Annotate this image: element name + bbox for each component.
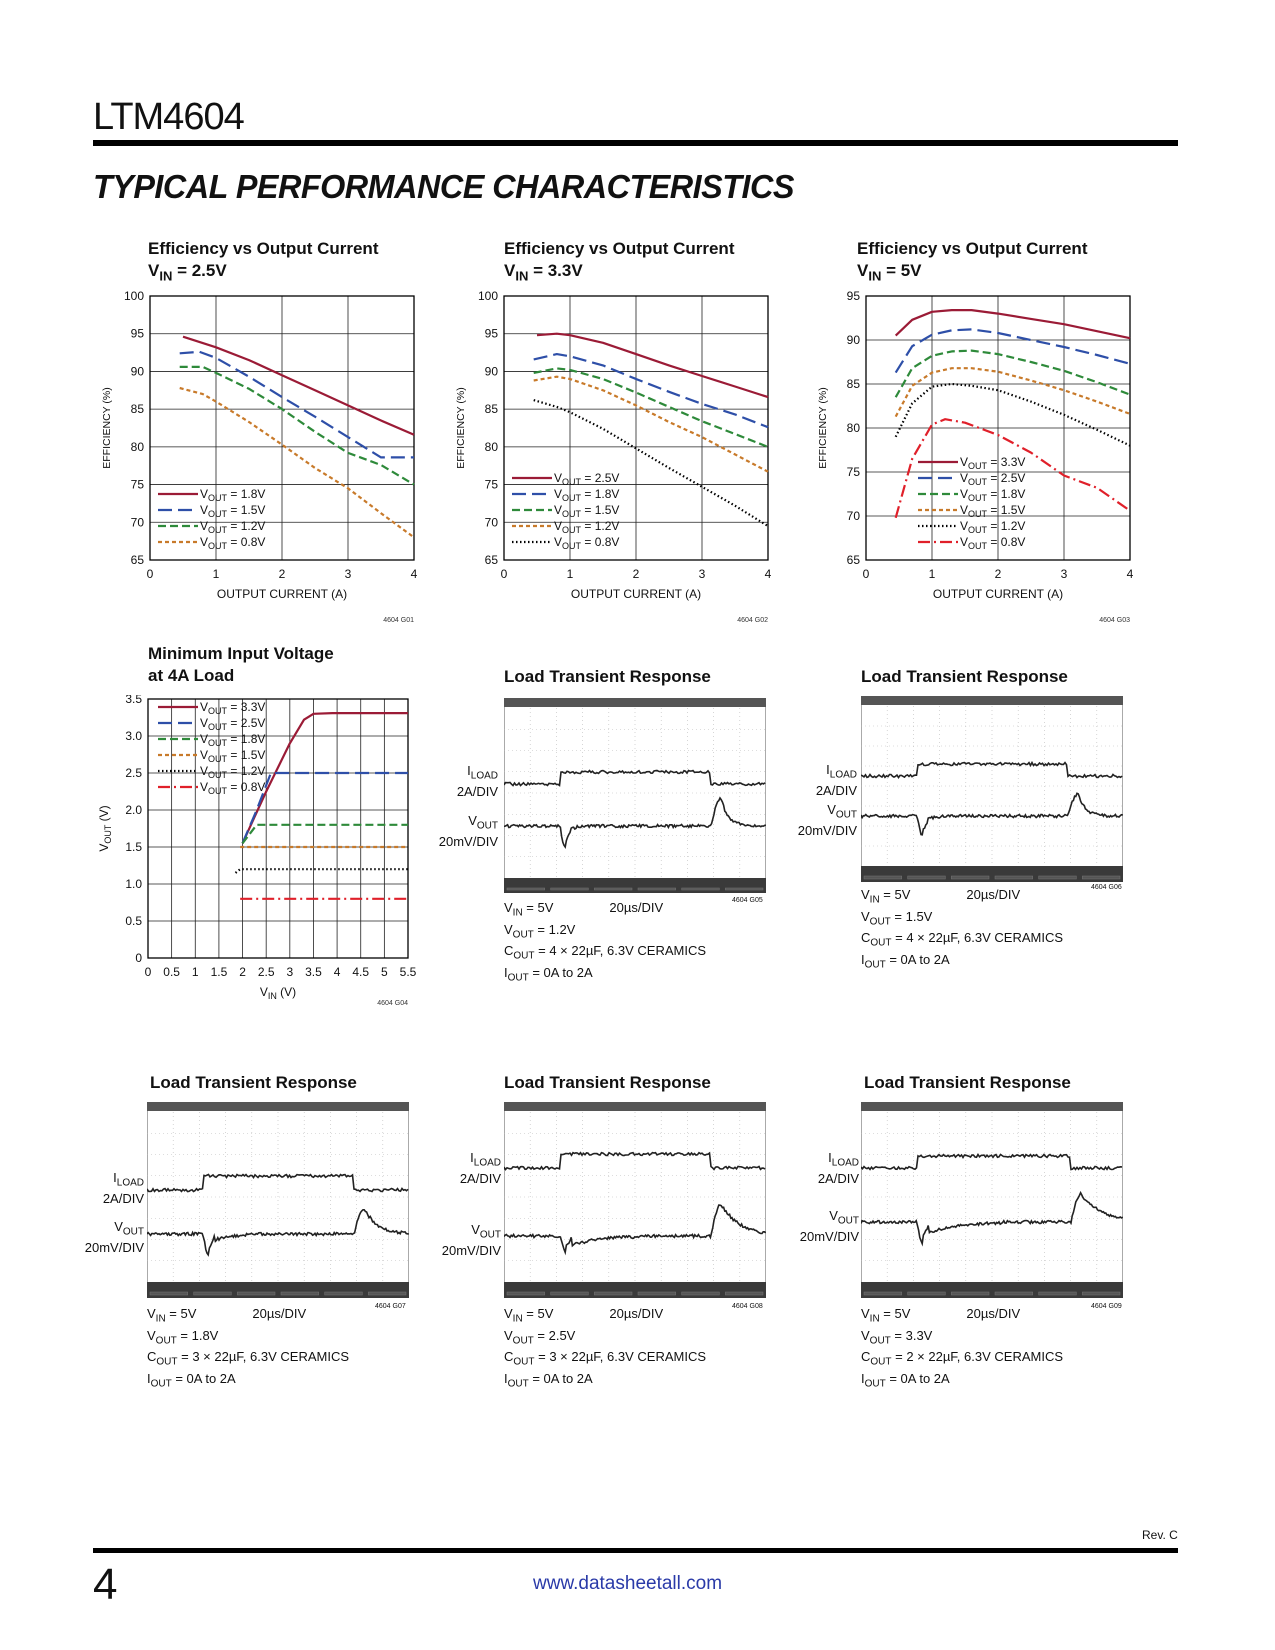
vout-label-g06: $V_{OUT}$ 20mV/DIV — [797, 802, 857, 838]
caption-line: $C_{OUT} = 2 \times 22\mu F$, 6.3V CERAMICS — [861, 1349, 1064, 1368]
legend-label: $V_{OUT} = 1.2V$ — [554, 519, 620, 535]
revision: Rev. C — [1142, 1528, 1178, 1542]
scope-top-bar — [504, 698, 766, 707]
caption-line: $V_{OUT} = 1.5V$ — [861, 908, 933, 928]
y-tick-label: 0.5 — [125, 914, 142, 928]
y-tick-label: 0 — [135, 951, 142, 965]
y-tick-label: 65 — [130, 553, 144, 567]
section-title: TYPICAL PERFORMANCE CHARACTERISTICS — [93, 168, 794, 205]
x-tick-label: 1 — [928, 567, 936, 581]
scope-menu-key — [951, 876, 989, 879]
series-line — [534, 354, 768, 427]
caption-timebase: 20µs/DIV — [966, 887, 1021, 902]
y-tick-label: 95 — [484, 326, 498, 341]
x-tick-label: 0.5 — [163, 965, 180, 979]
scope-menu-key — [908, 1292, 946, 1295]
figure-id: 4604 G02 — [737, 617, 768, 624]
scope-image-g09 — [861, 1102, 1123, 1298]
scope-menu-key — [237, 1292, 275, 1295]
footer-url-link[interactable]: www.datasheetall.com — [533, 1573, 723, 1594]
caption-line: $V_{OUT} = 1.8V$ — [147, 1327, 219, 1347]
y-tick-label: 65 — [484, 553, 498, 567]
scope-menu-bar — [504, 1282, 766, 1298]
y-tick-label: 85 — [484, 402, 498, 417]
scope-image-g07 — [147, 1102, 409, 1298]
legend-label: $V_{OUT} = 1.5V$ — [960, 503, 1026, 519]
fig-id-g08: 4604 G08 — [732, 1303, 763, 1310]
plot-title-g09: Load Transient Response — [864, 1073, 1071, 1092]
y-tick-label: 80 — [484, 439, 498, 454]
plot-frame — [148, 699, 408, 958]
x-tick-label: 4 — [1126, 567, 1134, 581]
scope-menu-key — [638, 888, 676, 890]
x-tick-label: 1 — [191, 965, 199, 979]
plot-title-g03: Efficiency vs Output Current $V_{IN} = 5V$ — [857, 239, 1088, 284]
scope-menu-key — [507, 1292, 545, 1295]
plot-title-g07: Load Transient Response — [150, 1073, 357, 1092]
legend-label: $V_{OUT} = 2.5V$ — [200, 716, 266, 732]
scope-frame — [504, 698, 766, 893]
legend-label: $V_{OUT} = 0.8V$ — [960, 535, 1026, 551]
legend-label: $V_{OUT} = 3.3V$ — [200, 700, 266, 716]
chart-g03 — [810, 290, 1150, 635]
plot-title-g05: Load Transient Response — [504, 667, 711, 686]
caption-g08 — [504, 1306, 706, 1392]
caption-g07 — [147, 1306, 349, 1392]
y-tick-label: 75 — [484, 477, 498, 492]
series-line — [180, 367, 414, 485]
footer-rule — [93, 1548, 1178, 1553]
x-tick-label: 4 — [764, 567, 772, 581]
scope-menu-key — [995, 876, 1033, 879]
y-tick-label: 85 — [130, 402, 144, 417]
caption-timebase: 20µs/DIV — [609, 900, 664, 915]
x-tick-label: 1 — [212, 567, 220, 581]
legend-label: $V_{OUT} = 3.3V$ — [960, 455, 1026, 471]
scope-menu-key — [951, 1292, 989, 1295]
x-tick-label: 1 — [566, 567, 574, 581]
caption-g05 — [504, 900, 706, 986]
x-tick-label: 4 — [333, 965, 341, 979]
scope-menu-key — [551, 1292, 589, 1295]
scope-top-bar — [861, 1102, 1123, 1111]
scope-menu-key — [864, 1292, 902, 1295]
x-tick-label: 3 — [698, 567, 706, 581]
scope-menu-key — [507, 888, 545, 890]
vout-label-g08: $V_{OUT}$ 20mV/DIV — [441, 1222, 501, 1258]
y-tick-label: 90 — [846, 333, 860, 347]
scope-menu-key — [995, 1292, 1033, 1295]
legend-label: $V_{OUT} = 1.8V$ — [554, 487, 620, 503]
x-tick-label: 2.5 — [257, 965, 275, 979]
caption-line: $C_{OUT} = 4 \times 22\mu F$, 6.3V CERAMICS — [861, 930, 1064, 949]
scope-menu-bar — [861, 866, 1123, 882]
y-tick-label: 100 — [477, 290, 498, 303]
series-line — [534, 400, 768, 526]
series-line — [534, 377, 768, 472]
y-tick-label: 70 — [130, 515, 144, 530]
scope-menu-key — [594, 1292, 632, 1295]
y-tick-label: 70 — [484, 515, 498, 530]
legend-label: $V_{OUT} = 0.8V$ — [200, 780, 266, 796]
legend-label: $V_{OUT} = 1.2V$ — [200, 519, 266, 535]
caption-line: $I_{OUT} = 0A$ to 2A — [861, 951, 950, 971]
caption-line: $V_{OUT} = 1.2V$ — [504, 921, 576, 941]
caption-line: $C_{OUT} = 4 \times 22\mu F$, 6.3V CERAMICS — [504, 943, 707, 962]
legend-label: $V_{OUT} = 1.5V$ — [200, 503, 266, 519]
vout-label-g09: $V_{OUT}$ 20mV/DIV — [799, 1208, 859, 1244]
series-line — [243, 773, 409, 843]
scope-top-bar — [147, 1102, 409, 1111]
scope-menu-key — [1082, 1292, 1120, 1295]
iload-label-g08: $I_{LOAD}$ 2A/DIV — [459, 1150, 501, 1186]
page-number: 4 — [93, 1560, 118, 1609]
scope-menu-key — [725, 1292, 763, 1295]
legend-label: $V_{OUT} = 2.5V$ — [960, 471, 1026, 487]
scope-menu-key — [325, 1292, 363, 1295]
x-tick-label: 3 — [286, 965, 294, 979]
y-tick-label: 70 — [846, 509, 860, 523]
caption-g06 — [861, 887, 1063, 973]
x-axis-label: OUTPUT CURRENT (A) — [570, 587, 702, 601]
caption-g09 — [861, 1306, 1063, 1392]
iload-label-g09: $I_{LOAD}$ 2A/DIV — [817, 1150, 859, 1186]
plot-title-g01: Efficiency vs Output Current $V_{IN} = 2.5V$ — [148, 239, 379, 284]
series-line — [236, 869, 409, 873]
caption-timebase: 20µs/DIV — [966, 1306, 1021, 1321]
legend-label: $V_{OUT} = 1.2V$ — [960, 519, 1026, 535]
y-tick-label: 2.5 — [125, 766, 142, 780]
x-tick-label: 2 — [994, 567, 1002, 581]
iload-label-g06: $I_{LOAD}$ 2A/DIV — [815, 762, 857, 798]
caption-line: $V_{OUT} = 2.5V$ — [504, 1327, 576, 1347]
caption-timebase: 20µs/DIV — [609, 1306, 664, 1321]
x-tick-label: 4 — [410, 567, 418, 581]
y-axis-label: EFFICIENCY (%) — [817, 387, 829, 469]
legend-label: $V_{OUT} = 1.8V$ — [960, 487, 1026, 503]
plot-title-g06: Load Transient Response — [861, 667, 1068, 686]
x-tick-label: 0 — [146, 567, 154, 581]
caption-timebase: 20µs/DIV — [252, 1306, 307, 1321]
y-tick-label: 1.0 — [125, 877, 142, 891]
caption-line: $I_{OUT} = 0A$ to 2A — [861, 1370, 950, 1390]
series-line — [534, 368, 768, 447]
legend-label: $V_{OUT} = 1.5V$ — [554, 503, 620, 519]
plot-title-g04: Minimum Input Voltage at 4A Load — [148, 644, 334, 685]
part-number: LTM4604 — [93, 96, 244, 138]
series-line — [180, 352, 414, 458]
y-tick-label: 85 — [846, 377, 860, 391]
scope-menu-key — [638, 1292, 676, 1295]
chart-g01 — [90, 290, 430, 635]
legend-label: $V_{OUT} = 1.8V$ — [200, 732, 266, 748]
caption-line: $C_{OUT} = 3 \times 22\mu F$, 6.3V CERAMICS — [147, 1349, 350, 1368]
caption-line: $V_{OUT} = 3.3V$ — [861, 1327, 933, 1347]
vout-label-g05: $V_{OUT}$ 20mV/DIV — [438, 813, 498, 849]
scope-menu-key — [150, 1292, 188, 1295]
y-axis-label: EFFICIENCY (%) — [455, 387, 467, 469]
scope-menu-key — [1039, 876, 1077, 879]
figure-id: 4604 G04 — [377, 1000, 408, 1007]
caption-line: $V_{IN} = 5V$ 20µs/DIV — [504, 900, 664, 919]
x-tick-label: 1.5 — [210, 965, 228, 979]
x-tick-label: 4.5 — [352, 965, 370, 979]
figure-id: 4604 G01 — [383, 617, 414, 624]
caption-line: $C_{OUT} = 3 \times 22\mu F$, 6.3V CERAMICS — [504, 1349, 707, 1368]
x-tick-label: 0 — [862, 567, 870, 581]
caption-line: $V_{IN} = 5V$ 20µs/DIV — [861, 1306, 1021, 1325]
x-tick-label: 2 — [632, 567, 640, 581]
scope-menu-key — [725, 888, 763, 890]
scope-menu-key — [682, 1292, 720, 1295]
series-line — [896, 368, 1130, 416]
x-axis-label: $V_{IN}$ (V) — [259, 985, 297, 1001]
scope-image-g06 — [861, 696, 1123, 882]
chart-g02 — [448, 290, 788, 635]
legend-label: $V_{OUT} = 0.8V$ — [200, 535, 266, 551]
scope-menu-bar — [504, 878, 766, 893]
scope-image-g05 — [504, 698, 766, 893]
y-tick-label: 90 — [130, 364, 144, 379]
y-tick-label: 75 — [130, 477, 144, 492]
scope-menu-key — [682, 888, 720, 890]
legend-label: $V_{OUT} = 2.5V$ — [554, 471, 620, 487]
chart-g04 — [90, 695, 435, 1035]
header-rule — [93, 140, 1178, 146]
caption-line: $I_{OUT} = 0A$ to 2A — [147, 1370, 236, 1390]
caption-line: $V_{IN} = 5V$ 20µs/DIV — [504, 1306, 664, 1325]
x-tick-label: 3 — [1060, 567, 1068, 581]
y-tick-label: 3.5 — [125, 695, 142, 706]
x-tick-label: 5.5 — [399, 965, 417, 979]
x-tick-label: 0 — [144, 965, 152, 979]
y-tick-label: 1.5 — [125, 840, 142, 854]
y-tick-label: 90 — [484, 364, 498, 379]
caption-line: $I_{OUT} = 0A$ to 2A — [504, 1370, 593, 1390]
caption-line: $V_{IN} = 5V$ 20µs/DIV — [147, 1306, 307, 1325]
scope-menu-key — [551, 888, 589, 890]
x-tick-label: 3 — [344, 567, 352, 581]
y-tick-label: 3.0 — [125, 729, 142, 743]
legend-label: $V_{OUT} = 1.8V$ — [200, 487, 266, 503]
fig-id-g07: 4604 G07 — [375, 1303, 406, 1310]
y-tick-label: 80 — [130, 439, 144, 454]
series-line — [896, 310, 1130, 338]
fig-id-g06: 4604 G06 — [1091, 884, 1122, 891]
y-tick-label: 100 — [123, 290, 144, 303]
x-tick-label: 2 — [239, 965, 246, 979]
x-tick-label: 0 — [500, 567, 508, 581]
scope-menu-key — [1082, 876, 1120, 879]
scope-menu-key — [281, 1292, 319, 1295]
caption-line: $I_{OUT} = 0A$ to 2A — [504, 964, 593, 984]
series-line — [537, 334, 768, 397]
plot-title-g02: Efficiency vs Output Current $V_{IN} = 3.3V$ — [504, 239, 735, 284]
x-tick-label: 3.5 — [305, 965, 322, 979]
y-axis-label: EFFICIENCY (%) — [101, 387, 113, 469]
scope-menu-key — [594, 888, 632, 890]
x-tick-label: 5 — [381, 965, 388, 979]
y-tick-label: 75 — [846, 465, 860, 479]
series-line — [896, 384, 1130, 446]
y-tick-label: 80 — [846, 421, 860, 435]
scope-menu-key — [368, 1292, 406, 1295]
iload-label-g05: $I_{LOAD}$ 2A/DIV — [456, 763, 498, 799]
figure-id: 4604 G03 — [1099, 617, 1130, 624]
scope-menu-key — [1039, 1292, 1077, 1295]
legend-label: $V_{OUT} = 1.2V$ — [200, 764, 266, 780]
x-axis-label: OUTPUT CURRENT (A) — [216, 587, 348, 601]
x-axis-label: OUTPUT CURRENT (A) — [932, 587, 1064, 601]
y-tick-label: 65 — [846, 553, 860, 567]
series-line — [243, 825, 409, 844]
y-axis-label: $V_{OUT}$ (V) — [97, 805, 113, 852]
scope-menu-bar — [861, 1282, 1123, 1298]
plot-title-g08: Load Transient Response — [504, 1073, 711, 1092]
legend-label: $V_{OUT} = 1.5V$ — [200, 748, 266, 764]
vout-label-g07: $V_{OUT}$ 20mV/DIV — [84, 1219, 144, 1255]
scope-menu-bar — [147, 1282, 409, 1298]
series-line — [896, 329, 1130, 372]
y-tick-label: 2.0 — [125, 803, 142, 817]
fig-id-g09: 4604 G09 — [1091, 1303, 1122, 1310]
fig-id-g05: 4604 G05 — [732, 897, 763, 904]
x-tick-label: 2 — [278, 567, 286, 581]
scope-top-bar — [504, 1102, 766, 1111]
legend-label: $V_{OUT} = 0.8V$ — [554, 535, 620, 551]
y-tick-label: 95 — [130, 326, 144, 341]
scope-menu-key — [194, 1292, 232, 1295]
scope-top-bar — [861, 696, 1123, 705]
scope-menu-key — [864, 876, 902, 879]
y-tick-label: 95 — [846, 290, 860, 303]
scope-menu-key — [908, 876, 946, 879]
iload-label-g07: $I_{LOAD}$ 2A/DIV — [102, 1170, 144, 1206]
caption-line: $V_{IN} = 5V$ 20µs/DIV — [861, 887, 1021, 906]
scope-image-g08 — [504, 1102, 766, 1298]
